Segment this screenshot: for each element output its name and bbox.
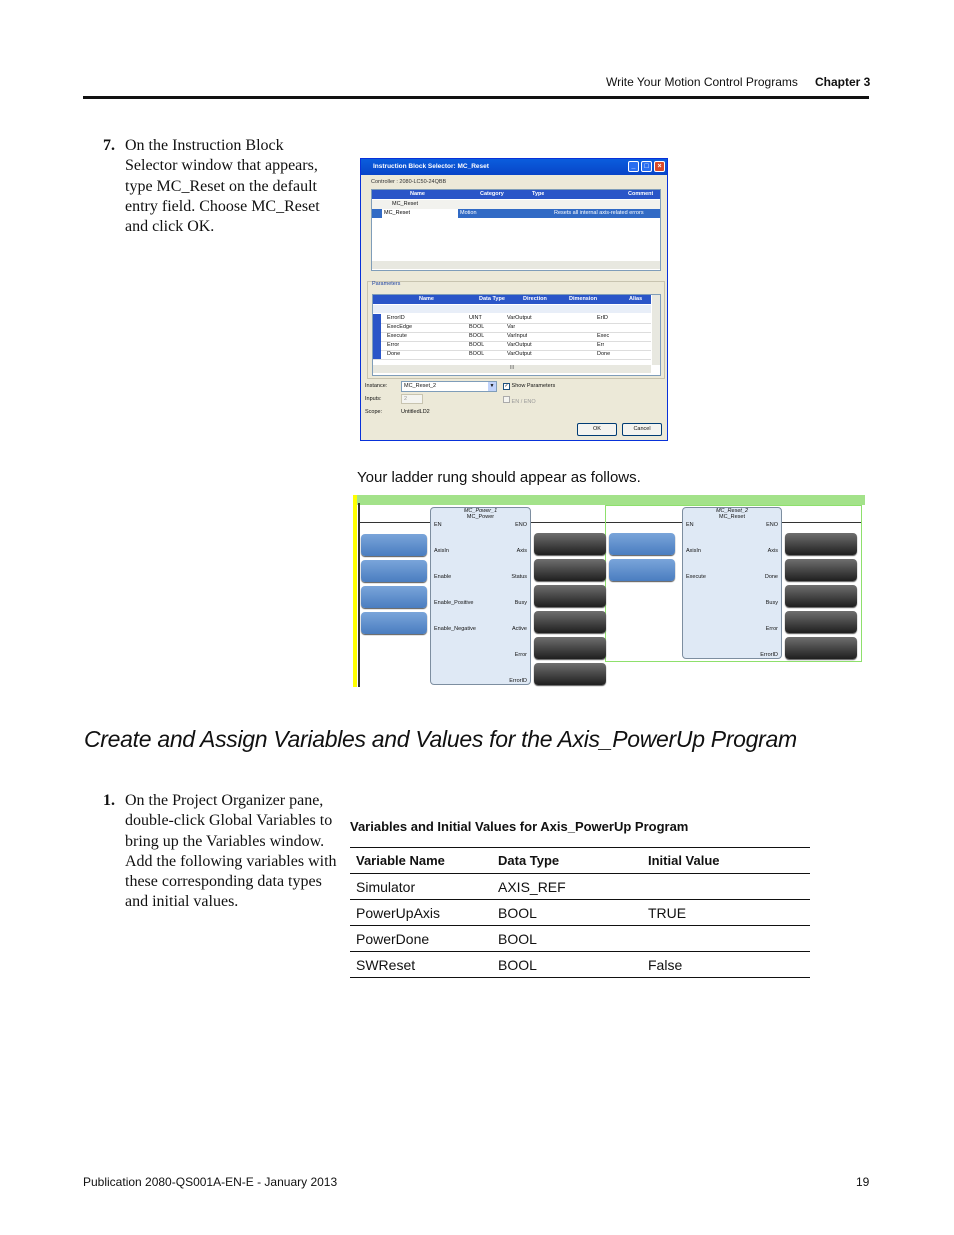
filter-name[interactable]: MC_Reset [392, 201, 418, 207]
param-col-alias[interactable]: Alias [629, 296, 643, 302]
row-header [373, 350, 381, 359]
en-eno-label: EN / ENO [511, 399, 536, 405]
block2-output-pin: Busy [765, 600, 778, 606]
selected-row[interactable] [372, 209, 660, 218]
section-heading: Create and Assign Variables and Values for the Axis_PowerUp Program [84, 726, 797, 752]
block2-output-variable[interactable] [785, 611, 857, 633]
mc-power-block[interactable] [430, 507, 531, 685]
row-header [373, 314, 381, 323]
param-type: BOOL [469, 351, 485, 357]
param-name: Done [387, 351, 401, 357]
block1-output-variable[interactable] [534, 585, 606, 607]
parameters-label: Parameters [372, 281, 401, 287]
scroll-marker: III [509, 365, 515, 371]
inputs-value: 2 [404, 396, 408, 402]
table-row [350, 926, 810, 952]
block2-en: EN [686, 522, 694, 528]
block1-input-variable[interactable] [361, 586, 427, 608]
selected-category: Motion [460, 210, 477, 216]
table-cell: Simulator [350, 874, 492, 900]
block1-input-variable[interactable] [361, 560, 427, 582]
param-name: ErrorID [387, 315, 405, 321]
block1-instance: MC_Power_1 [463, 508, 498, 514]
block1-output-variable[interactable] [534, 637, 606, 659]
param-row[interactable] [373, 350, 651, 360]
dialog-titlebar [361, 159, 667, 175]
table-caption: Variables and Initial Values for Axis_PowerUp Program [350, 819, 689, 834]
header-rule [83, 96, 869, 99]
table-header-row [350, 848, 810, 874]
rung-header-bar [356, 495, 865, 505]
block1-output-variable[interactable] [534, 663, 606, 685]
checkbox-checked-icon[interactable]: ✓ [504, 383, 509, 389]
param-direction: VarOutput [507, 315, 532, 321]
param-alias: ErID [597, 315, 608, 321]
cancel-button[interactable]: Cancel [622, 423, 662, 436]
show-parameters-checkbox[interactable] [503, 383, 555, 390]
step-1-number: 1. [103, 792, 115, 809]
variables-table [350, 847, 810, 978]
table-cell [642, 874, 810, 900]
block1-eno: ENO [515, 522, 527, 528]
block1-input-variable[interactable] [361, 612, 427, 634]
selected-name[interactable]: MC_Reset [382, 209, 458, 218]
row-header [373, 341, 381, 350]
table-row [350, 952, 810, 978]
maximize-icon[interactable]: □ [641, 161, 652, 172]
ok-button[interactable]: OK [577, 423, 617, 436]
col-comment[interactable]: Comment [628, 191, 654, 197]
block2-output-pin: Axis [767, 548, 778, 554]
row-header [373, 323, 381, 332]
param-alias: Err [597, 342, 605, 348]
instruction-grid-header [372, 190, 660, 199]
step-7-text: On the Instruction Block Selector window that appears, type MC_Reset on the default entry field. Choose MC_Reset and click OK. [125, 137, 320, 236]
block2-output-pin: Done [764, 574, 778, 580]
running-header-title: Write Your Motion Control Programs [606, 75, 798, 89]
block1-input-pin: Enable_Negative [434, 626, 476, 632]
col-name[interactable]: Name [410, 191, 425, 197]
table-cell: BOOL [492, 926, 642, 952]
block1-input-pin: Enable [434, 574, 452, 580]
row-header [373, 332, 381, 341]
table-row [350, 900, 810, 926]
block2-type: MC_Reset [719, 514, 745, 520]
checkbox-disabled-icon [503, 396, 510, 403]
param-type: BOOL [469, 324, 485, 330]
block2-input-variable[interactable] [609, 559, 675, 581]
close-icon[interactable]: × [654, 161, 665, 172]
param-horizontal-scrollbar[interactable] [373, 365, 651, 373]
block2-input-pin: AxisIn [686, 548, 701, 554]
col-category[interactable]: Category [480, 191, 504, 197]
col-type[interactable]: Type [532, 191, 545, 197]
block2-input-variable[interactable] [609, 533, 675, 555]
param-name: Execute [387, 333, 407, 339]
instance-value: MC_Reset_2 [404, 383, 437, 389]
th-initial-value: Initial Value [642, 848, 810, 874]
chevron-down-icon[interactable]: ▼ [489, 383, 495, 389]
footer-page-number: 19 [856, 1175, 870, 1189]
parameters-grid[interactable] [372, 294, 661, 376]
instance-combobox[interactable] [401, 381, 497, 392]
param-col-direction[interactable]: Direction [523, 296, 547, 302]
block2-input-pin: Execute [686, 574, 706, 580]
param-col-name[interactable]: Name [419, 296, 434, 302]
param-name: ExecEdge [387, 324, 413, 330]
block1-output-pin: Busy [514, 600, 527, 606]
block1-output-variable[interactable] [534, 559, 606, 581]
param-col-type[interactable]: Data Type [479, 296, 505, 302]
minimize-icon[interactable]: _ [628, 161, 639, 172]
param-direction: VarInput [507, 333, 528, 339]
table-cell: SWReset [350, 952, 492, 978]
dialog-title: Instruction Block Selector: MC_Reset [373, 163, 489, 170]
table-cell: False [642, 952, 810, 978]
block1-output-pin: Error [514, 652, 527, 658]
param-direction: VarOutput [507, 351, 532, 357]
block1-output-pin: ErrorID [509, 678, 527, 684]
param-col-dimension[interactable]: Dimension [569, 296, 598, 302]
ladder-caption: Your ladder rung should appear as follows. [357, 469, 641, 486]
power-rail-line [358, 503, 360, 687]
block2-output-variable[interactable] [785, 533, 857, 555]
block2-output-pin: ErrorID [760, 652, 778, 658]
scope-label: Scope: [365, 409, 383, 415]
block1-output-pin: Axis [516, 548, 527, 554]
param-alias: Exec [597, 333, 610, 339]
table-cell: PowerDone [350, 926, 492, 952]
param-alias: Done [597, 351, 611, 357]
step-1-text: On the Project Organizer pane, double-click Global Variables to bring up the Variables window. Add the following variables with these corresponding data types and initial values. [125, 792, 337, 911]
table-cell: BOOL [492, 900, 642, 926]
running-header-chapter: Chapter 3 [815, 75, 871, 89]
filter-row[interactable] [372, 200, 660, 209]
block1-input-pin: Enable_Positive [434, 600, 474, 606]
table-cell: AXIS_REF [492, 874, 642, 900]
parameters-grid-header [373, 295, 651, 304]
scope-value: UntitledLD2 [401, 409, 430, 415]
param-name: Error [387, 342, 400, 348]
horizontal-scrollbar[interactable] [372, 261, 660, 269]
block1-type: MC_Power [466, 514, 495, 520]
param-direction: Var [507, 324, 516, 330]
block2-output-variable[interactable] [785, 559, 857, 581]
block2-output-pin: Error [765, 626, 778, 632]
inputs-label: Inputs: [365, 396, 382, 402]
instruction-grid[interactable] [371, 189, 661, 271]
block1-output-pin: Status [511, 574, 527, 580]
block1-output-variable[interactable] [534, 533, 606, 555]
controller-label: Controller : 2080-LC50-24QBB [371, 179, 447, 185]
block2-output-variable[interactable] [785, 585, 857, 607]
param-direction: VarOutput [507, 342, 532, 348]
block1-input-variable[interactable] [361, 534, 427, 556]
inputs-spinner[interactable] [401, 394, 423, 404]
param-type: BOOL [469, 342, 485, 348]
param-type: BOOL [469, 333, 485, 339]
table-cell: BOOL [492, 952, 642, 978]
param-type: UINT [469, 315, 482, 321]
table-body [350, 874, 810, 978]
en-eno-checkbox[interactable] [503, 396, 536, 405]
block2-instance: MC_Reset_2 [715, 508, 749, 514]
table-cell: PowerUpAxis [350, 900, 492, 926]
block1-en: EN [434, 522, 442, 528]
show-parameters-label: Show Parameters [511, 383, 556, 389]
left-power-rail [353, 495, 357, 687]
block2-output-variable[interactable] [785, 637, 857, 659]
block1-output-pin: Active [512, 626, 527, 632]
instance-label: Instance: [365, 383, 388, 389]
block1-output-variable[interactable] [534, 611, 606, 633]
block1-input-pin: AxisIn [434, 548, 449, 554]
vertical-scrollbar[interactable] [652, 295, 660, 365]
block2-eno: ENO [766, 522, 778, 528]
step-7-number: 7. [103, 137, 115, 154]
table-cell [642, 926, 810, 952]
table-row [350, 874, 810, 900]
th-variable-name: Variable Name [350, 848, 492, 874]
parameters-group [367, 281, 665, 379]
table-cell: TRUE [642, 900, 810, 926]
param-filter-row[interactable] [373, 305, 651, 313]
selected-comment: Resets all internal axis-related errors [554, 210, 644, 216]
ladder-rung [353, 495, 865, 687]
instruction-block-selector-dialog [360, 158, 668, 441]
mc-reset-block[interactable] [682, 507, 782, 659]
footer-publication: Publication 2080-QS001A-EN-E - January 2013 [83, 1175, 338, 1189]
th-data-type: Data Type [492, 848, 642, 874]
